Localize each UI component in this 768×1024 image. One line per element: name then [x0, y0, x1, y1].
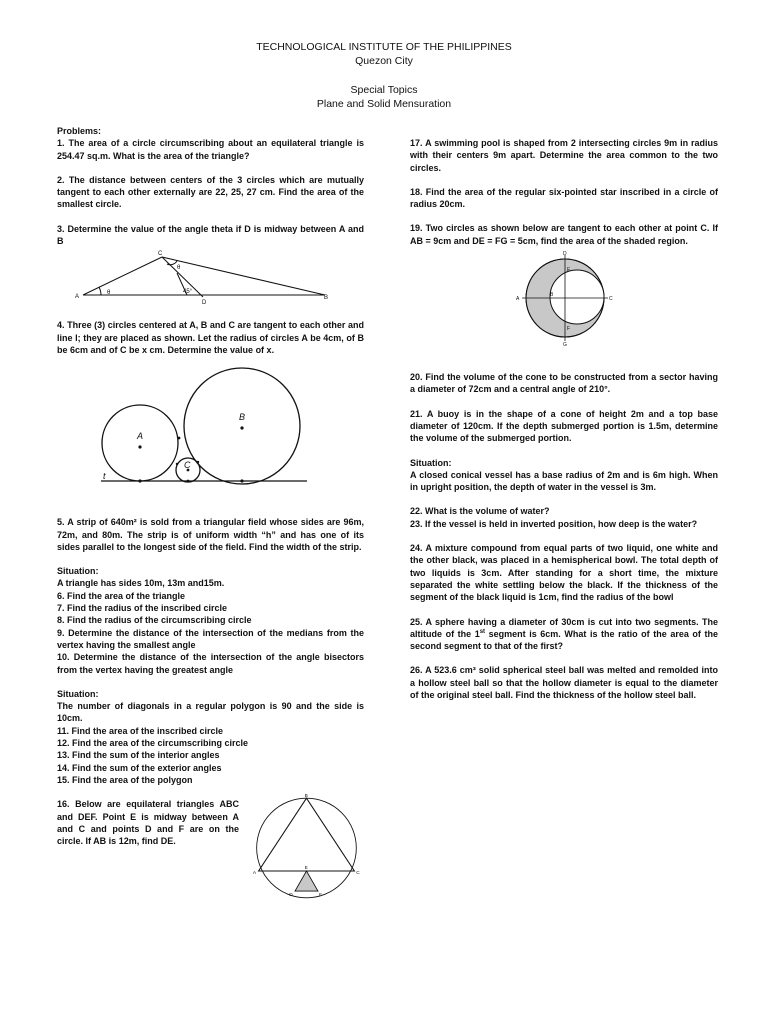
situation-1-item: 8. Find the radius of the circumscribing circle [57, 615, 252, 626]
right-column [410, 137, 718, 713]
problem-16: 16. Below are equilateral triangles ABC and DEF. Point E is midway between A and C and points D and F are on the circle. If AB is 12m, find DE. [57, 799, 240, 847]
situation-2-item: 12. Find the area of the circumscribing circle [57, 738, 249, 749]
fig3-label-c: C [158, 251, 163, 258]
document-header [0, 40, 768, 111]
fig3-label-d: D [202, 300, 207, 307]
fig19-label-c: C [609, 296, 613, 303]
situation-3-item: 23. If the vessel is held in inverted position, how deep is the water? [410, 518, 698, 529]
situation-2-item: 13. Find the sum of the interior angles [57, 750, 220, 761]
situation-2-item: 15. Find the area of the polygon [57, 774, 193, 785]
problem-25-text-a: 25. A sphere having a diameter of 30cm is cut into two segments. The altitude of the 1 [410, 616, 718, 639]
subject-title: Plane and Solid Mensuration [316, 98, 452, 110]
fig19-label-f: F [567, 326, 571, 333]
fig16-label-f: F [318, 893, 322, 899]
problem-21: 21. A buoy is in the shape of a cone of height 2m and a top base diameter of 120cm. If the depth submerged portion is 1.5m, determine the volume of the submerged portion. [410, 408, 718, 444]
situation-triangle [57, 565, 364, 676]
problem-20: 20. Find the volume of the cone to be constructed from a sector having a diameter of 72cm and a central angle of 210°. [410, 372, 718, 395]
fig3-label-b: B [324, 295, 329, 302]
problem-25-superscript: st [479, 628, 486, 635]
situation-1-item: 10. Determine the distance of the intersection of the angle bisectors from the vertex having the greatest angle [57, 652, 364, 675]
fig16-label-c: C [356, 871, 360, 877]
problem-17: 17. A swimming pool is shaped from 2 intersecting circles 9m in radius with their centers 9m apart. Determine the area common to the two circles. [410, 138, 718, 173]
problem-4: 4. Three (3) circles centered at A, B and C are tangent to each other and line l; they are placed as shown. Let the radius of circles A be 4cm, of B be 6cm and of C be x cm. Determine the value of x. [57, 320, 364, 355]
figure-shaded-circles [410, 251, 718, 347]
problems-heading: Problems: [57, 126, 102, 136]
situation-conical-vessel [410, 457, 718, 530]
situation-2-item: 11. Find the area of the inscribed circle [57, 725, 224, 736]
fig16-label-a: A [252, 871, 257, 877]
problem-25 [410, 616, 718, 653]
problem-25-text-b: segment is 6cm. What is the ratio of the area of the second segment to that of the first? [410, 628, 718, 652]
fig4-label-b: B [239, 412, 246, 423]
institute-city: Quezon City [355, 55, 413, 67]
situation-polygon [57, 688, 364, 786]
figure-angle-theta [57, 247, 357, 309]
fig16-label-e: E [304, 866, 308, 872]
fig3-label-theta-2: θ [177, 265, 181, 272]
situation-1-item: 6. Find the area of the triangle [57, 590, 186, 601]
fig4-label-a: A [137, 431, 144, 442]
fig19-label-d: D [563, 251, 567, 258]
situation-1-intro: A triangle has sides 10m, 13m and15m. [57, 578, 225, 589]
fig19-label-a: A [516, 296, 520, 303]
problem-3: 3. Determine the value of the angle theta if D is midway between A and B [57, 223, 364, 247]
fig19-label-b: B [550, 292, 554, 299]
situation-3-intro: A closed conical vessel has a base radius of 2m and is 6m high. When in upright position, the depth of water in the vessel is 3m. [410, 469, 718, 493]
problem-5: 5. A strip of 640m² is sold from a triangular field whose sides are 96m, 72m, and 80m. The strip is of uniform width “h” and has one of its sides parallel to the longest side of the field. Find the width of the strip. [57, 517, 364, 552]
problem-24: 24. A mixture compound from equal parts of two liquid, one white and the other black, was placed in a hemispherical bowl. The total depth of two liquids is 3cm. After standing for a short time, the mixture separated the white settling below the black. If the thickness of the segment of the black liquid is 1cm, find the radius of the bowl [410, 543, 718, 603]
triangle-def-shaded [295, 871, 318, 891]
figure-equilateral-triangles [249, 792, 364, 904]
situation-1-item: 7. Find the radius of the inscribed circle [57, 603, 228, 614]
fig19-label-g: G [563, 342, 567, 348]
problem-16-block [57, 794, 364, 904]
situation-3-heading: Situation: [410, 457, 452, 468]
fig3-label-45: 45° [183, 289, 193, 296]
problem-26: 26. A 523.6 cm³ solid spherical steel ball was melted and remolded into a hollow steel ball so that the hollow diameter is equal to the diameter of the original steel ball. Find the thickness of the hollow steel ball. [410, 665, 718, 701]
fig3-label-theta-1: θ [107, 290, 111, 297]
fig4-label-l: t [103, 471, 106, 482]
situation-3-item: 22. What is the volume of water? [410, 506, 550, 517]
problem-1: 1. The area of a circle circumscribing about an equilateral triangle is 254.47 sq.m. What is the area of the triangle? [57, 138, 364, 161]
figure-tangent-circles [57, 356, 357, 496]
problem-2: 2. The distance between centers of the 3 circles which are mutually tangent to each other externally are 22, 25, 27 cm. Find the area of the smallest circle. [57, 174, 364, 210]
situation-2-intro: The number of diagonals in a regular polygon is 90 and the side is 10cm. [57, 701, 364, 724]
situation-1-heading: Situation: [57, 566, 99, 577]
left-column [57, 125, 364, 904]
course-title: Special Topics [350, 84, 418, 96]
fig16-label-b: B [304, 794, 308, 800]
situation-2-item: 14. Find the sum of the exterior angles [57, 762, 222, 773]
situation-2-heading: Situation: [57, 688, 99, 699]
problem-18: 18. Find the area of the regular six-pointed star inscribed in a circle of radius 20cm. [410, 186, 718, 210]
situation-1-item: 9. Determine the distance of the intersection of the medians from the vertex having the smallest angle [57, 627, 364, 650]
fig4-label-c: C [184, 460, 191, 471]
fig19-label-e: E [567, 267, 571, 274]
problem-19: 19. Two circles as shown below are tangent to each other at point C. If AB = 9cm and DE = FG = 5cm, find the area of the shaded region. [410, 223, 718, 246]
institute-name: TECHNOLOGICAL INSTITUTE OF THE PHILIPPINES [256, 41, 512, 53]
fig3-label-a: A [75, 294, 80, 301]
fig16-label-d: D [289, 893, 293, 899]
